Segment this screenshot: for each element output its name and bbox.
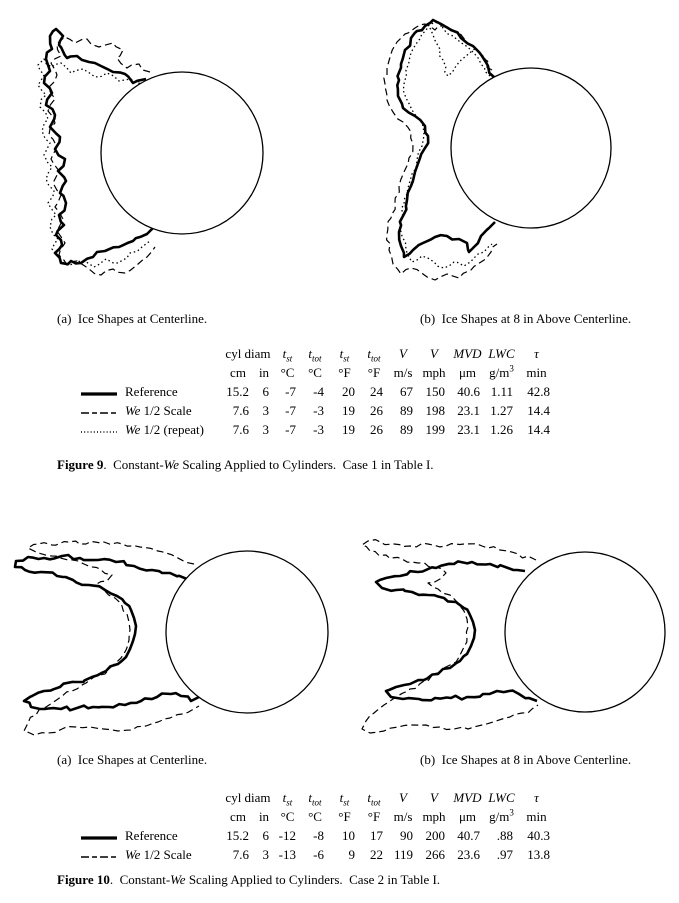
- header-text: LWC: [488, 790, 515, 805]
- header-cell: $t_{tot}$: [308, 346, 322, 364]
- header-text: mph: [422, 365, 446, 380]
- header-text: min: [526, 365, 547, 380]
- unit-cell: [418, 807, 450, 826]
- legend-line-dashed: [80, 408, 118, 417]
- header-text: m/s: [393, 365, 413, 380]
- value-cell: 15.2: [226, 384, 249, 399]
- header-text: t: [308, 790, 313, 805]
- header-text: °C: [280, 365, 295, 380]
- header-text: °F: [367, 809, 381, 824]
- header-text: V: [430, 790, 438, 805]
- unit-cell: $g/m^3$: [489, 363, 514, 380]
- figure10-caption-we: We: [170, 872, 186, 887]
- value-cell: 14.4: [527, 403, 550, 418]
- unit-cell: [418, 363, 450, 382]
- header-text: V: [430, 346, 438, 361]
- value-cell: -4: [313, 384, 324, 399]
- value-cell: 24: [370, 384, 383, 399]
- value-cell: 7.6: [232, 422, 249, 437]
- value-cell: 1.27: [490, 403, 513, 418]
- value-cell: -12: [278, 828, 296, 843]
- value-cell: 19: [342, 403, 355, 418]
- header-text: t: [282, 346, 287, 361]
- header-cell: $t_{st}$: [282, 346, 293, 364]
- value-cell: 266: [425, 847, 445, 862]
- header-text: t: [339, 790, 344, 805]
- figure10-panel-a-plot: [0, 500, 340, 760]
- header-text: t: [308, 346, 313, 361]
- value-cell: -7: [285, 422, 296, 437]
- value-cell: -3: [313, 403, 324, 418]
- unit-cell: [274, 807, 301, 826]
- table-row: [80, 401, 555, 420]
- legend-cell: [80, 401, 222, 420]
- header-cell: $t_{tot}$: [367, 790, 381, 808]
- figure9-caption-label: Figure 9: [57, 457, 104, 472]
- value-cell: 42.8: [527, 384, 550, 399]
- legend-label: We: [125, 847, 141, 862]
- header-text: mph: [422, 809, 446, 824]
- figure9-panel-b-caption: (b) Ice Shapes at 8 in Above Centerline.: [420, 311, 632, 326]
- value-cell: 7.6: [232, 847, 249, 862]
- unit-cell: [388, 363, 418, 382]
- value-cell: 3: [262, 847, 269, 862]
- cylinder-circle: [451, 68, 611, 228]
- value-cell: -7: [285, 384, 296, 399]
- unit-cell: [222, 363, 254, 382]
- value-cell: 200: [425, 828, 445, 843]
- header-cell: $t_{tot}$: [367, 346, 381, 364]
- figure9-table: [80, 344, 555, 439]
- value-cell: 198: [425, 403, 445, 418]
- scaling-conditions-table: [80, 344, 555, 439]
- header-cell: [418, 788, 450, 807]
- unit-cell: [329, 363, 360, 382]
- figure9-caption: [57, 457, 434, 473]
- legend-cell: [80, 845, 222, 864]
- figure9-panel-a-plot: [0, 0, 340, 310]
- header-text: cm: [230, 809, 246, 824]
- value-cell: 17: [370, 828, 383, 843]
- cylinder-circle: [505, 552, 665, 712]
- table-row: [80, 845, 555, 864]
- cylinder-circle: [101, 72, 263, 234]
- header-text: μm: [458, 809, 477, 824]
- figure9-panel-b-plot: [340, 0, 679, 310]
- value-cell: 6: [262, 828, 269, 843]
- header-text: t: [282, 790, 287, 805]
- table-row: [80, 826, 555, 845]
- value-cell: 150: [425, 384, 445, 399]
- header-cell: $t_{st}$: [282, 790, 293, 808]
- legend-line-solid: [80, 389, 118, 398]
- legend-line-solid: [80, 833, 118, 842]
- header-cell: [485, 788, 518, 807]
- legend-line-dashed: [80, 852, 118, 861]
- header-text: °F: [338, 365, 351, 380]
- table-units-row: [80, 807, 555, 826]
- header-cell-empty: [80, 807, 222, 826]
- value-cell: -13: [278, 847, 296, 862]
- header-text: °F: [367, 365, 381, 380]
- unit-cell: [388, 807, 418, 826]
- legend-label: 1/2 Scale: [140, 847, 192, 862]
- header-text: t: [367, 790, 372, 805]
- unit-cell: $g/m^3$: [489, 807, 514, 824]
- header-text: m/s: [393, 809, 413, 824]
- header-text: τ: [534, 790, 539, 805]
- value-cell: 26: [370, 403, 383, 418]
- figure10-panel-b-plot: [340, 500, 679, 760]
- header-cell-empty: [80, 344, 222, 363]
- figure10-caption-text-pre: . Constant-: [109, 872, 171, 887]
- header-cell: [518, 788, 555, 807]
- header-cell: [518, 344, 555, 363]
- value-cell: 119: [393, 847, 413, 862]
- figure9-caption-text-pre: . Constant-: [103, 457, 164, 472]
- value-cell: -3: [313, 422, 324, 437]
- value-cell: 89: [400, 403, 413, 418]
- header-cell: $t_{st}$: [339, 346, 350, 364]
- table-header-row: [80, 788, 555, 807]
- header-text: g/m: [489, 809, 510, 824]
- value-cell: 1.26: [490, 422, 513, 437]
- value-cell: 40.7: [457, 828, 480, 843]
- legend-cell: [80, 826, 222, 845]
- header-text: μm: [458, 365, 477, 380]
- value-cell: 90: [400, 828, 413, 843]
- figure9-caption-we: We: [163, 457, 180, 472]
- header-cell: $t_{st}$: [339, 790, 350, 808]
- header-cell: [418, 344, 450, 363]
- unit-cell: [254, 807, 274, 826]
- value-cell: 26: [370, 422, 383, 437]
- header-text: V: [399, 346, 407, 361]
- legend-label: We: [125, 422, 141, 437]
- header-text: g/m: [489, 365, 510, 380]
- figure10-panel-a-caption: (a) Ice Shapes at Centerline.: [57, 752, 208, 767]
- unit-cell: [301, 363, 329, 382]
- value-cell: -6: [313, 847, 324, 862]
- value-cell: 23.1: [457, 422, 480, 437]
- figure9-panel-a-caption: (a) Ice Shapes at Centerline.: [57, 311, 208, 326]
- header-cell: [388, 788, 418, 807]
- value-cell: 199: [425, 422, 445, 437]
- table-header-row: [80, 344, 555, 363]
- header-cell: [222, 788, 274, 807]
- header-text: V: [399, 790, 407, 805]
- header-text: min: [526, 809, 547, 824]
- unit-cell: [274, 363, 301, 382]
- value-cell: 3: [262, 422, 269, 437]
- header-text: MVD: [453, 790, 482, 805]
- value-cell: 14.4: [527, 422, 550, 437]
- unit-cell: [329, 807, 360, 826]
- value-cell: 22: [370, 847, 383, 862]
- header-cell: [450, 344, 485, 363]
- value-cell: -7: [285, 403, 296, 418]
- unit-cell: [518, 363, 555, 382]
- header-text: cyl diam: [225, 790, 271, 805]
- value-cell: 9: [348, 847, 355, 862]
- header-text: LWC: [488, 346, 515, 361]
- value-cell: 1.11: [490, 384, 513, 399]
- value-cell: 23.1: [457, 403, 480, 418]
- header-text: °C: [280, 809, 295, 824]
- value-cell: 40.3: [527, 828, 550, 843]
- scaling-conditions-table: [80, 788, 555, 864]
- value-cell: 23.6: [457, 847, 480, 862]
- header-text: °C: [308, 365, 322, 380]
- header-text: °C: [308, 809, 322, 824]
- header-text: in: [258, 809, 270, 824]
- table-units-row: [80, 363, 555, 382]
- unit-cell: [360, 807, 388, 826]
- value-cell: 15.2: [226, 828, 249, 843]
- legend-label: Reference: [125, 384, 178, 399]
- value-cell: .88: [496, 828, 513, 843]
- header-cell-empty: [80, 788, 222, 807]
- figure10-panel-b-caption: (b) Ice Shapes at 8 in Above Centerline.: [420, 752, 632, 767]
- header-cell-empty: [80, 363, 222, 382]
- legend-cell: [80, 382, 222, 401]
- header-text: τ: [534, 346, 539, 361]
- header-text: t: [367, 346, 372, 361]
- unit-cell: [301, 807, 329, 826]
- value-cell: 19: [342, 422, 355, 437]
- value-cell: 13.8: [527, 847, 550, 862]
- header-cell: [485, 344, 518, 363]
- legend-label: Reference: [125, 828, 178, 843]
- figure10-caption-label: Figure 10: [57, 872, 110, 887]
- unit-cell: [518, 807, 555, 826]
- header-cell: [450, 788, 485, 807]
- header-text: in: [258, 365, 270, 380]
- legend-label: 1/2 Scale: [140, 403, 192, 418]
- value-cell: -8: [313, 828, 324, 843]
- figure10-caption-text-post: Scaling Applied to Cylinders. Case 2 in Table I.: [185, 872, 441, 887]
- figure9-caption-text-post: Scaling Applied to Cylinders. Case 1 in Table I.: [179, 457, 434, 472]
- value-cell: 20: [342, 384, 355, 399]
- header-cell: [222, 344, 274, 363]
- value-cell: .97: [496, 847, 513, 862]
- legend-line-dotted: [80, 427, 118, 436]
- legend-label: 1/2 (repeat): [140, 422, 204, 437]
- table-row: [80, 420, 555, 439]
- unit-cell: [222, 807, 254, 826]
- header-text: MVD: [453, 346, 482, 361]
- value-cell: 10: [342, 828, 355, 843]
- value-cell: 67: [400, 384, 413, 399]
- unit-cell: [450, 363, 485, 382]
- value-cell: 3: [262, 403, 269, 418]
- value-cell: 89: [400, 422, 413, 437]
- value-cell: 40.6: [457, 384, 480, 399]
- unit-cell: [450, 807, 485, 826]
- legend-label: We: [125, 403, 141, 418]
- figure10-caption: [57, 872, 440, 888]
- header-cell: $t_{tot}$: [308, 790, 322, 808]
- unit-cell: [254, 363, 274, 382]
- unit-cell: [360, 363, 388, 382]
- legend-cell: [80, 420, 222, 439]
- header-text: cyl diam: [225, 346, 271, 361]
- table-row: [80, 382, 555, 401]
- header-text: t: [339, 346, 344, 361]
- cylinder-circle: [166, 551, 328, 713]
- header-cell: [388, 344, 418, 363]
- value-cell: 6: [262, 384, 269, 399]
- figure10-table: [80, 788, 555, 864]
- header-text: cm: [230, 365, 246, 380]
- value-cell: 7.6: [232, 403, 249, 418]
- header-text: °F: [338, 809, 351, 824]
